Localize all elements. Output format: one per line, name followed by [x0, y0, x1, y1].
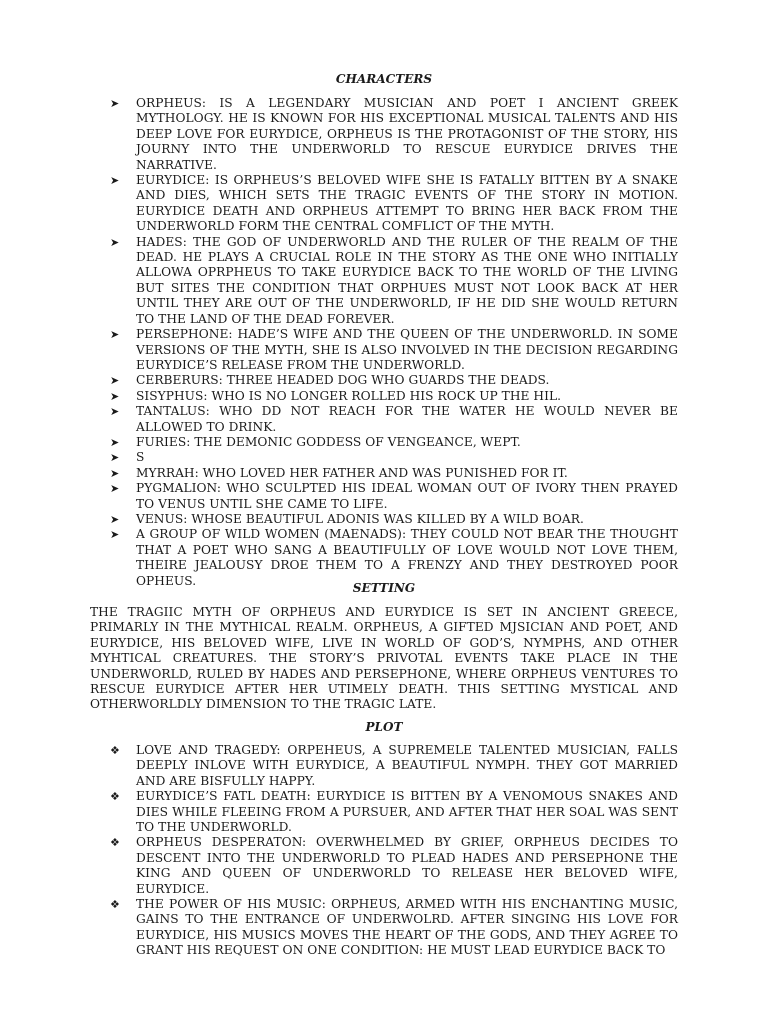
- arrowhead-bullet-icon: ➤: [110, 374, 120, 388]
- plot-list: [110, 743, 678, 959]
- arrowhead-bullet-icon: ➤: [110, 482, 120, 496]
- list-item: ➤ VENUS: WHOSE BEAUTIFUL ADONIS WAS KILLED BY A WILD BOAR.: [110, 511, 584, 526]
- list-item: ➤ HADES: THE GOD OF UNDERWORLD AND THE RULER OF THE REALM OF THE DEAD. HE PLAYS A CRUCIAL ROLE IN THE STORY AS THE ONE WHO INITIALLY ALLOWA OPRPHEUS TO TAKE EURYDICE BACK TO THE WORLD OF THE LIVING BUT SITES THE CONDITION THAT ORPHUES MUST NOT LOOK BACK AT HER UNTIL THEY ARE OUT OF THE UNDERWORLD, IF HE DID SHE WOULD RETURN TO THE LAND OF THE DEAD FOREVER.: [110, 234, 678, 326]
- list-item: ➤ PERSEPHONE: HADE’S WIFE AND THE QUEEN OF THE UNDERWORLD. IN SOME VERSIONS OF THE MYTH, SHE IS ALSO INVOLVED IN THE DECISION REGARDING EURYDICE’S RELEASE FROM THE UNDERWORLD.: [110, 327, 678, 372]
- list-item: ➤ A GROUP OF WILD WOMEN (MAENADS): THEY COULD NOT BEAR THE THOUGHT THAT A POET WHO SANG A BEAUTIFULLY OF LOVE WOULD NOT LOVE THEM, THEIRE JEALOUSY DROE THEM TO A FRENZY AND THEY DESTROYED POOR OPHEUS.: [110, 527, 678, 588]
- arrowhead-bullet-icon: ➤: [110, 512, 120, 526]
- list-item: ➤ FURIES: THE DEMONIC GODDESS OF VENGEANCE, WEPT.: [110, 434, 521, 449]
- list-item: ➤ CERBERURS: THREE HEADED DOG WHO GUARDS THE DEADS.: [110, 373, 550, 388]
- plot-heading: PLOT: [365, 720, 403, 734]
- arrowhead-bullet-icon: ➤: [110, 405, 120, 419]
- diamond-bullet-icon: ❖: [110, 790, 120, 804]
- arrowhead-bullet-icon: ➤: [110, 97, 120, 110]
- list-item: ➤ EURYDICE: IS ORPHEUS’S BELOVED WIFE SHE IS FATALLY BITTEN BY A SNAKE AND DIES, WHICH SETS THE TRAGIC EVENTS OF THE STORY IN MOTION. EURYDICE DEATH AND ORPHEUS ATTEMPT TO BRING HER BACK FROM THE UNDERWORLD FORM THE CENTRAL COMFLICT OF THE MYTH.: [110, 173, 678, 234]
- list-item: ➤ PYGMALION: WHO SCULPTED HIS IDEAL WOMAN OUT OF IVORY THEN PRAYED TO VENUS UNTIL SHE CAME TO LIFE.: [110, 481, 678, 511]
- arrowhead-bullet-icon: ➤: [110, 328, 120, 342]
- characters-list: [110, 96, 678, 589]
- arrowhead-bullet-icon: ➤: [110, 451, 120, 465]
- list-item: ❖ LOVE AND TRAGEDY: ORPEHEUS, A SUPREMELE TALENTED MUSICIAN, FALLS DEEPLY INLOVE WITH EURYDICE, A BEAUTIFUL NYMPH. THEY GOT MARRIED AND ARE BISFULLY HAPPY.: [110, 743, 678, 788]
- arrowhead-bullet-icon: ➤: [110, 466, 120, 480]
- arrowhead-bullet-icon: ➤: [110, 389, 120, 403]
- list-item: ➤ S: [110, 450, 145, 465]
- list-item: ❖ ORPHEUS DESPERATON: OVERWHELMED BY GRIEF, ORPHEUS DECIDES TO DESCENT INTO THE UNDERWORLD TO PLEAD HADES AND PERSEPHONE THE KING AND QUEEN OF UNDERWORLD TO RELEASE HER BELOVED WIFE, EURYDICE.: [110, 835, 678, 896]
- list-item: ➤ ORPHEUS: IS A LEGENDARY MUSICIAN AND POET I ANCIENT GREEK MYTHOLOGY. HE IS KNOWN FOR HIS EXCEPTIONAL MUSICAL TALENTS AND HIS DEEP LOVE FOR EURYDICE, ORPHEUS IS THE PROTAGONIST OF THE STORY, HIS JOURNY INTO THE UNDERWORLD TO RESCUE EURYDICE DRIVES THE NARRATIVE.: [110, 96, 678, 172]
- arrowhead-bullet-icon: ➤: [110, 435, 120, 449]
- diamond-bullet-icon: ❖: [110, 836, 120, 850]
- setting-paragraph: THE TRAGIIC MYTH OF ORPHEUS AND EURYDICE IS SET IN ANCIENT GREECE, PRIMARLY IN THE MYTHICAL REALM. ORPHEUS, A GIFTED MJSICIAN AND POET, AND EURYDICE, HIS BELOVED WIFE, LIVE IN WORLD OF GOD’S, NYMPHS, AND OTHER MYHTICAL CREATURES. THE STORY’S PRIVOTAL EVENTS TAKE PLACE IN THE UNDERWORLD, RULED BY HADES AND PERSEPHONE, WHERE ORPHEUS VENTURES TO RESCUE EURYDICE AFTER HER UTIMELY DEATH. THIS SETTING MYSTICAL AND OTHERWORLDLY DIMENSION TO THE TRAGIC LATE.: [90, 605, 678, 712]
- list-item: ❖ THE POWER OF HIS MUSIC: ORPHEUS, ARMED WITH HIS ENCHANTING MUSIC, GAINS TO THE ENTRANCE OF UNDERWOLRD. AFTER SINGING HIS LOVE FOR EURYDICE, HIS MUSICS MOVES THE HEART OF THE GODS, AND THEY AGREE TO GRANT HIS REQUEST ON ONE CONDITION: HE MUST LEAD EURYDICE BACK TO: [110, 897, 678, 958]
- list-item: ➤ MYRRAH: WHO LOVED HER FATHER AND WAS PUNISHED FOR IT.: [110, 465, 568, 480]
- arrowhead-bullet-icon: ➤: [110, 235, 120, 249]
- arrowhead-bullet-icon: ➤: [110, 528, 120, 542]
- diamond-bullet-icon: ❖: [110, 744, 120, 757]
- list-item: ➤ SISYPHUS: WHO IS NO LONGER ROLLED HIS ROCK UP THE HIL.: [110, 388, 562, 403]
- setting-heading: SETTING: [352, 581, 416, 595]
- diamond-bullet-icon: ❖: [110, 898, 120, 912]
- arrowhead-bullet-icon: ➤: [110, 174, 120, 188]
- list-item: ❖ EURYDICE’S FATL DEATH: EURYDICE IS BITTEN BY A VENOMOUS SNAKES AND DIES WHILE FLEEING FROM A PURSUER, AND AFTER THAT HER SOAL WAS SENT TO THE UNDERWORLD.: [110, 789, 678, 835]
- list-item: ➤ TANTALUS: WHO DD NOT REACH FOR THE WATER HE WOULD NEVER BE ALLOWED TO DRINK.: [110, 404, 678, 434]
- characters-heading: CHARACTERS: [335, 72, 433, 86]
